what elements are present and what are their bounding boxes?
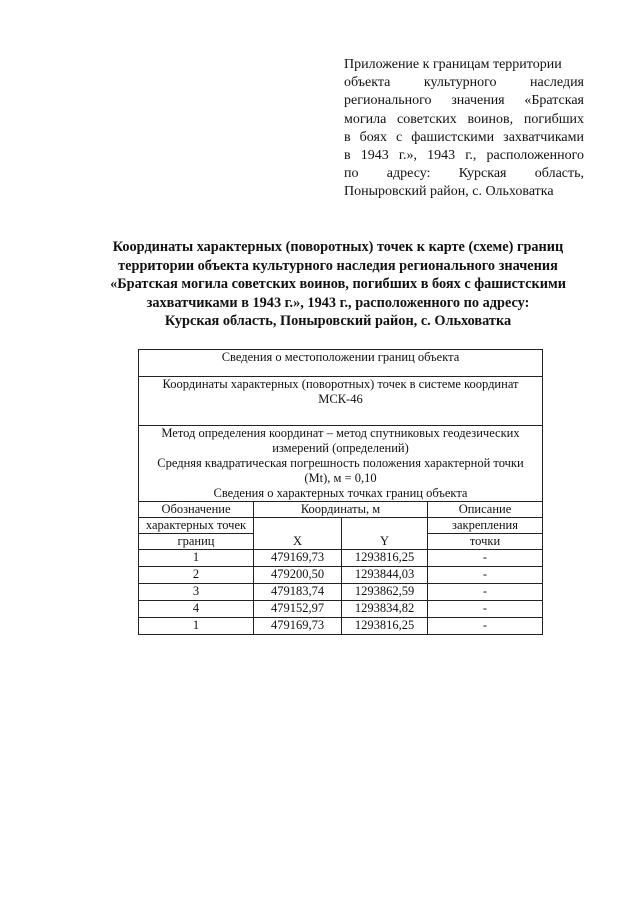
method-cell xyxy=(139,426,543,502)
y-value: 1293816,25 xyxy=(342,550,428,567)
designation-header: границ xyxy=(139,534,254,550)
x-value: 479152,97 xyxy=(254,601,342,618)
annex-line: по адресу: Курская область, xyxy=(344,166,584,182)
accuracy-line: Средняя квадратическая погрешность положения характерной точки xyxy=(157,456,524,470)
coordinates-header: Координаты, м xyxy=(254,502,428,518)
x-header: X xyxy=(254,534,342,550)
annex-line: объекта культурного наследия xyxy=(344,75,584,91)
point-id: 4 xyxy=(139,601,254,618)
point-description: - xyxy=(428,618,543,635)
column-header-row xyxy=(139,502,543,518)
y-value: 1293834,82 xyxy=(342,601,428,618)
annex-line: в 1943 г.», 1943 г., расположенного xyxy=(344,148,584,164)
designation-header: Обозначение xyxy=(139,502,254,518)
table-row xyxy=(139,567,543,584)
x-value: 479169,73 xyxy=(254,550,342,567)
location-header: Сведения о местоположении границ объекта xyxy=(139,350,543,377)
coord-system-cell xyxy=(139,377,543,426)
description-header: точки xyxy=(428,534,543,550)
annex-line: в боях с фашистскими захватчиками xyxy=(344,129,584,145)
point-description: - xyxy=(428,601,543,618)
accuracy-value: (Mt), м = 0,10 xyxy=(304,471,377,485)
point-id: 1 xyxy=(139,550,254,567)
x-value: 479200,50 xyxy=(254,567,342,584)
y-header: Y xyxy=(342,534,428,550)
point-id: 1 xyxy=(139,618,254,635)
column-header-row xyxy=(139,534,543,550)
method-line: измерений (определений) xyxy=(272,441,409,455)
annex-note xyxy=(344,56,584,202)
y-value: 1293844,03 xyxy=(342,567,428,584)
method-line: Метод определения координат – метод спутниковых геодезических xyxy=(161,426,520,440)
annex-line: Поныровский район, с. Ольховатка xyxy=(344,184,554,200)
annex-line: Приложение к границам территории xyxy=(344,57,562,72)
table-row xyxy=(139,584,543,601)
annex-line: регионального значения «Братская xyxy=(344,93,584,109)
x-value: 479183,74 xyxy=(254,584,342,601)
title-line: Координаты характерных (поворотных) точек к карте (схеме) границ xyxy=(112,239,564,255)
title-line: Курская область, Поныровский район, с. Ольховатка xyxy=(164,313,512,330)
annex-line: могила советских воинов, погибших xyxy=(344,111,584,127)
boundary-points-table xyxy=(138,349,543,635)
coord-system-line: Координаты характерных (поворотных) точек в системе координат xyxy=(162,377,519,391)
location-header-row xyxy=(139,350,543,377)
table-row xyxy=(139,618,543,635)
method-row xyxy=(139,426,543,502)
description-header: закрепления xyxy=(428,518,543,534)
x-header-spacer xyxy=(254,518,342,534)
x-value: 479169,73 xyxy=(254,618,342,635)
point-id: 2 xyxy=(139,567,254,584)
table-row xyxy=(139,601,543,618)
title-line: захватчиками в 1943 г.», 1943 г., расположенного по адресу: xyxy=(146,294,530,311)
coord-system-name: МСК-46 xyxy=(318,392,363,406)
document-title xyxy=(88,238,588,331)
coord-system-row xyxy=(139,377,543,426)
table-row xyxy=(139,550,543,567)
column-header-row xyxy=(139,518,543,534)
points-info-heading: Сведения о характерных точках границ объекта xyxy=(213,486,468,500)
title-line: «Братская могила советских воинов, погибших в боях с фашистскими xyxy=(110,276,566,293)
title-line: территории объекта культурного наследия регионального значения xyxy=(118,257,558,274)
y-value: 1293862,59 xyxy=(342,584,428,601)
description-header: Описание xyxy=(428,502,543,518)
y-value: 1293816,25 xyxy=(342,618,428,635)
point-description: - xyxy=(428,584,543,601)
y-header-spacer xyxy=(342,518,428,534)
point-id: 3 xyxy=(139,584,254,601)
point-description: - xyxy=(428,567,543,584)
point-description: - xyxy=(428,550,543,567)
designation-header: характерных точек xyxy=(139,518,254,534)
